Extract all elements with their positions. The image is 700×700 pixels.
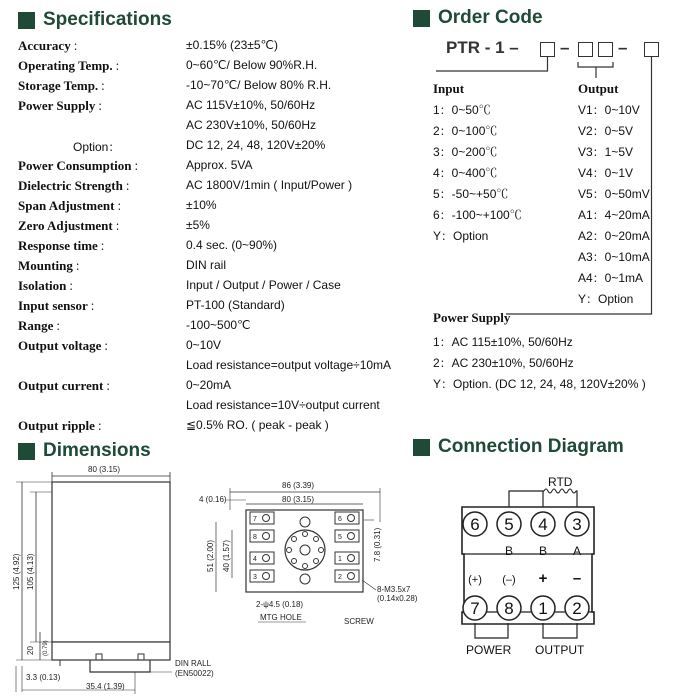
output-option: A2：0~20mA <box>578 229 650 243</box>
spec-value: Approx. 5VA <box>186 158 253 172</box>
terminal-polarity-label: B <box>538 544 548 558</box>
spec-value: 0.4 sec. (0~90%) <box>186 238 278 252</box>
spec-label-text: Output current <box>18 378 104 393</box>
spec-label-text: Power Supply <box>18 98 96 113</box>
spec-label-text: Response time <box>18 238 98 253</box>
socket-terminal-number: 8 <box>253 534 257 541</box>
spec-label-text: Input sensor <box>18 298 88 313</box>
input-option: 2：0~100℃ <box>433 124 498 138</box>
terminal-bottom-number: 8 <box>504 599 514 618</box>
terminal-bottom-number: 2 <box>572 599 582 618</box>
input-option: Y：Option <box>433 229 489 243</box>
dim-105: 105 (4.13) <box>26 553 35 590</box>
dim-4: 4 (0.16) <box>199 495 227 504</box>
power-label: POWER <box>466 643 512 657</box>
spec-label-text: Output ripple <box>18 418 95 433</box>
din-clip <box>90 660 150 672</box>
power-option: Y：Option. (DC 12, 24, 48, 120V±20% ) <box>433 377 646 391</box>
output-option: V4：0~1V <box>578 166 634 180</box>
spec-label-text: Option <box>73 140 109 154</box>
model-code: PTR - 1 – <box>446 38 519 57</box>
spec-label-text: Zero Adjustment <box>18 218 113 233</box>
spec-value: 0~10V <box>186 338 222 352</box>
spec-label-text: Output voltage <box>18 338 102 353</box>
spec-value: ≦0.5% RO. ( peak - peak ) <box>186 418 329 432</box>
section-bullet-icon <box>18 443 35 460</box>
spec-colon: ： <box>105 379 118 393</box>
terminal-sign-label: (+) <box>468 574 482 586</box>
spec-label-text: Operating Temp. <box>18 58 113 73</box>
dim-51: 51 (2.00) <box>206 539 215 572</box>
spec-colon: ： <box>99 239 112 253</box>
socket-terminal-number: 4 <box>253 556 257 563</box>
screw-spec-in: (0.14x0.28) <box>377 594 418 603</box>
power-supply-heading: Power Supply <box>433 310 511 325</box>
spec-colon: ： <box>124 179 137 193</box>
spec-value: Load resistance=10V÷output current <box>186 398 380 412</box>
dimensions-title <box>18 440 151 462</box>
spec-value: 0~60℃/ Below 90%R.H. <box>186 58 318 72</box>
dim-125: 125 (4.92) <box>12 553 21 590</box>
spec-label-text: Mounting <box>18 258 73 273</box>
dim-40: 40 (1.57) <box>222 539 231 572</box>
spec-colon: ： <box>96 419 109 433</box>
terminal-polarity-label: A <box>572 544 582 558</box>
terminal-top-number: 3 <box>572 515 582 534</box>
output-option: A3：0~10mA <box>578 250 650 264</box>
din-rall-standard: (EN50022) <box>175 669 214 678</box>
dim-20: 20 <box>26 646 35 655</box>
spec-colon: ： <box>68 279 81 293</box>
spec-value: -10~70℃/ Below 80% R.H. <box>186 78 332 92</box>
dim-86: 86 (3.39) <box>282 481 315 490</box>
connection-diagram <box>440 462 640 700</box>
spec-label-text: Dielectric Strength <box>18 178 123 193</box>
terminal-sign-label: – <box>572 570 582 587</box>
spec-value: Load resistance=output voltage÷10mA <box>186 358 392 372</box>
side-view-body <box>52 482 170 642</box>
terminal-bottom-number: 7 <box>470 599 480 618</box>
terminal-top-number: 5 <box>504 515 514 534</box>
spec-value: Input / Output / Power / Case <box>186 278 341 292</box>
spec-colon: ： <box>97 99 110 113</box>
dim-side-width: 80 (3.15) <box>88 465 121 474</box>
spec-value: ±5% <box>186 218 210 232</box>
spec-label-text: Storage Temp. <box>18 78 99 93</box>
spec-colon: ： <box>72 39 85 53</box>
spec-colon: ： <box>114 219 127 233</box>
input-option: 4：0~400℃ <box>433 166 498 180</box>
order-code-title-text: Order Code <box>438 7 543 28</box>
screw-label: SCREW <box>344 617 374 626</box>
spec-colon: ： <box>103 339 116 353</box>
spec-value: -100~500℃ <box>186 318 251 332</box>
spec-value: DC 12, 24, 48, 120V±20% <box>186 138 326 152</box>
spec-colon: ： <box>114 59 127 73</box>
terminal-top-number: 4 <box>538 515 548 534</box>
terminal-sign-label: (–) <box>502 574 516 586</box>
output-option: A1：4~20mA <box>578 208 650 222</box>
socket-terminal-number: 7 <box>253 516 257 523</box>
output-option: V1：0~10V <box>578 103 640 117</box>
mtg-hole-label: MTG HOLE <box>260 613 302 622</box>
input-option: 5：-50~+50℃ <box>433 187 509 201</box>
dim-7-8: 7.8 (0.31) <box>373 527 382 562</box>
dim-35-4: 35.4 (1.39) <box>86 682 125 691</box>
spec-value: PT-100 (Standard) <box>186 298 285 312</box>
dim-20-in: (0.79) <box>43 640 49 656</box>
spec-label-text: Power Consumption <box>18 158 132 173</box>
specifications-title-text: Specifications <box>43 9 172 30</box>
spec-value: AC 115V±10%, 50/60Hz <box>186 98 316 112</box>
spec-colon: ： <box>133 159 146 173</box>
spec-colon: ： <box>100 79 113 93</box>
spec-value: 0~20mA <box>186 378 232 392</box>
spec-label-text: Range <box>18 318 54 333</box>
spec-colon: ： <box>116 199 129 213</box>
mtg-hole-size: 2-ψ4.5 (0.18) <box>256 600 304 609</box>
input-option: 6：-100~+100℃ <box>433 208 522 222</box>
output-option: V3：1~5V <box>578 145 634 159</box>
spec-label-text: Span Adjustment <box>18 198 115 213</box>
connection-diagram-title <box>413 436 624 458</box>
code-dash: – <box>618 38 628 57</box>
socket-terminal-number: 5 <box>338 534 342 541</box>
spec-value: ±0.15% (23±5℃) <box>186 38 279 52</box>
din-rall-label: DIN RALL <box>175 659 212 668</box>
socket-terminal-number: 6 <box>338 516 342 523</box>
spec-value: ±10% <box>186 198 217 212</box>
dim-80: 80 (3.15) <box>282 495 315 504</box>
socket-terminal-number: 3 <box>253 574 257 581</box>
output-option: Y：Option <box>578 292 634 306</box>
dim-3-3: 3.3 (0.13) <box>26 673 61 682</box>
dimensions-drawing <box>0 462 418 700</box>
input-heading: Input <box>433 81 465 96</box>
output-option: V5：0~50mV <box>578 187 650 201</box>
spec-value: DIN rail <box>186 258 227 272</box>
dimensions-title-text: Dimensions <box>43 440 151 461</box>
spec-value: AC 230V±10%, 50/60Hz <box>186 118 316 132</box>
output-option: V2：0~5V <box>578 124 634 138</box>
spec-colon: ： <box>74 259 87 273</box>
spec-colon: ： <box>55 319 68 333</box>
screw-spec: 8-M3.5x7 <box>377 585 411 594</box>
power-option: 2：AC 230±10%, 50/60Hz <box>433 356 574 370</box>
output-heading: Output <box>578 81 619 96</box>
connection-diagram-title-text: Connection Diagram <box>438 436 624 457</box>
output-option: A4：0~1mA <box>578 271 644 285</box>
socket-terminal-number: 1 <box>338 556 342 563</box>
code-dash: – <box>560 38 570 57</box>
rtd-resistor-icon <box>544 489 576 493</box>
socket-terminal-number: 2 <box>338 574 342 581</box>
terminal-sign-label: + <box>538 570 548 587</box>
spec-label-text: Isolation <box>18 278 67 293</box>
input-option: 3：0~200℃ <box>433 145 498 159</box>
power-option: 1：AC 115±10%, 50/60Hz <box>433 335 573 349</box>
spec-colon: ： <box>108 140 121 154</box>
spec-colon: ： <box>89 299 102 313</box>
terminal-top-number: 6 <box>470 515 480 534</box>
terminal-polarity-label: B <box>504 544 514 558</box>
rtd-label: RTD <box>548 475 573 489</box>
side-view-base <box>52 642 170 660</box>
section-bullet-icon <box>413 439 430 456</box>
terminal-bottom-number: 1 <box>538 599 548 618</box>
input-option: 1：0~50℃ <box>433 103 491 117</box>
spec-label-text: Accuracy <box>18 38 71 53</box>
spec-value: AC 1800V/1min ( Input/Power ) <box>186 178 353 192</box>
output-label: OUTPUT <box>535 643 585 657</box>
